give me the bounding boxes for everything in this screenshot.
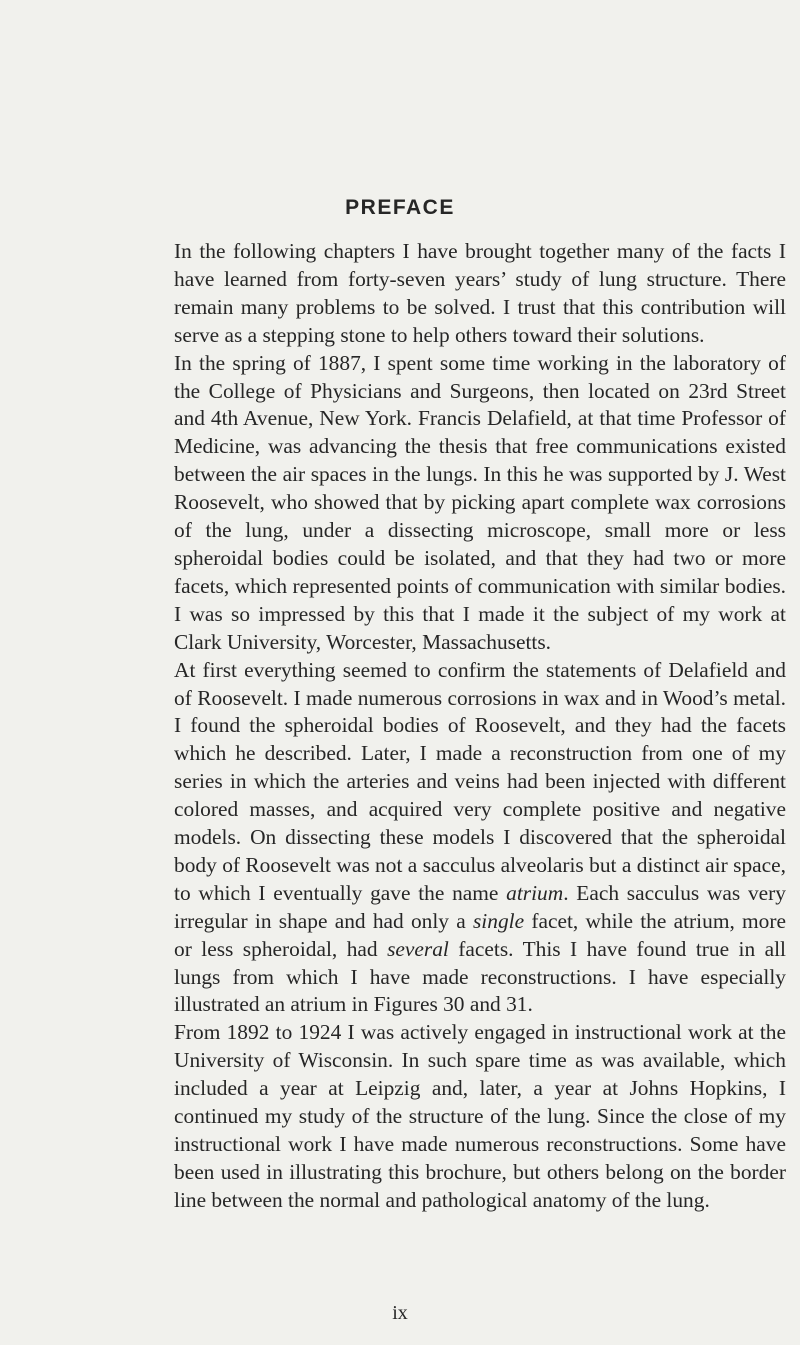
paragraph-3-text-e: facet, while the atrium, more or less spheroidal, had: [174, 908, 786, 961]
term-atrium: atrium: [506, 880, 564, 905]
page-number: ix: [392, 1302, 408, 1324]
paragraph-3-text-c: . Each sacculus was very irregular in shape and had only a: [174, 880, 786, 933]
preface-body: [174, 238, 786, 1215]
term-several: several: [387, 936, 449, 961]
term-single: single: [472, 908, 525, 933]
paragraph-1: In the following chapters I have brought together many of the facts I have learned from forty-seven years’ study of lung structure. There remain many problems to be solved. I trust that this contribution will serve as a stepping stone to help others toward their solutions.: [174, 239, 786, 347]
paragraph-2: In the spring of 1887, I spent some time working in the laboratory of the College of Physicians and Surgeons, then located on 23rd Street and 4th Avenue, New York. Francis Delafield, at that time Professor of Medicine, was advancing the thesis that free communications existed between the air spaces in the lungs. In this he was supported by J. West Roosevelt, who showed that by picking apart complete wax corrosions of the lung, under a dissecting microscope, small more or less spheroidal bodies could be isolated, and that they had two or more facets, which represented points of communication with similar bodies. I was so impressed by this that I made it the subject of my work at Clark University, Worcester, Massachusetts.: [174, 350, 786, 654]
paragraph-3: [174, 657, 786, 1020]
paragraph-3-text-g: facets. This I have found true in all lungs from which I have made reconstructions. I have especially illustrated an atrium in Figures 30 and 31.: [174, 936, 787, 1017]
paragraph-3-text-a: At first everything seemed to confirm the statements of Delafield and of Roosevelt. I made numerous corrosions in wax and in Wood’s metal. I found the spheroidal bodies of Roosevelt, and they had the facets which he described. Later, I made a reconstruction from one of my series in which the arteries and veins had been injected with different colored masses, and acquired very complete positive and negative models. On dissecting these models I discovered that the spheroidal body of Roosevelt was not a sacculus alveolaris but a distinct air space, to which I eventually gave the name: [174, 657, 786, 905]
page-title: PREFACE: [345, 196, 455, 219]
paragraph-4: From 1892 to 1924 I was actively engaged in instructional work at the University of Wisconsin. In such spare time as was available, which included a year at Leipzig and, later, a year at Johns Hopkins, I continued my study of the structure of the lung. Since the close of my instructional work I have made numerous reconstructions. Some have been used in illustrating this brochure, but others belong on the border line between the normal and pathological anatomy of the lung.: [174, 1020, 786, 1212]
